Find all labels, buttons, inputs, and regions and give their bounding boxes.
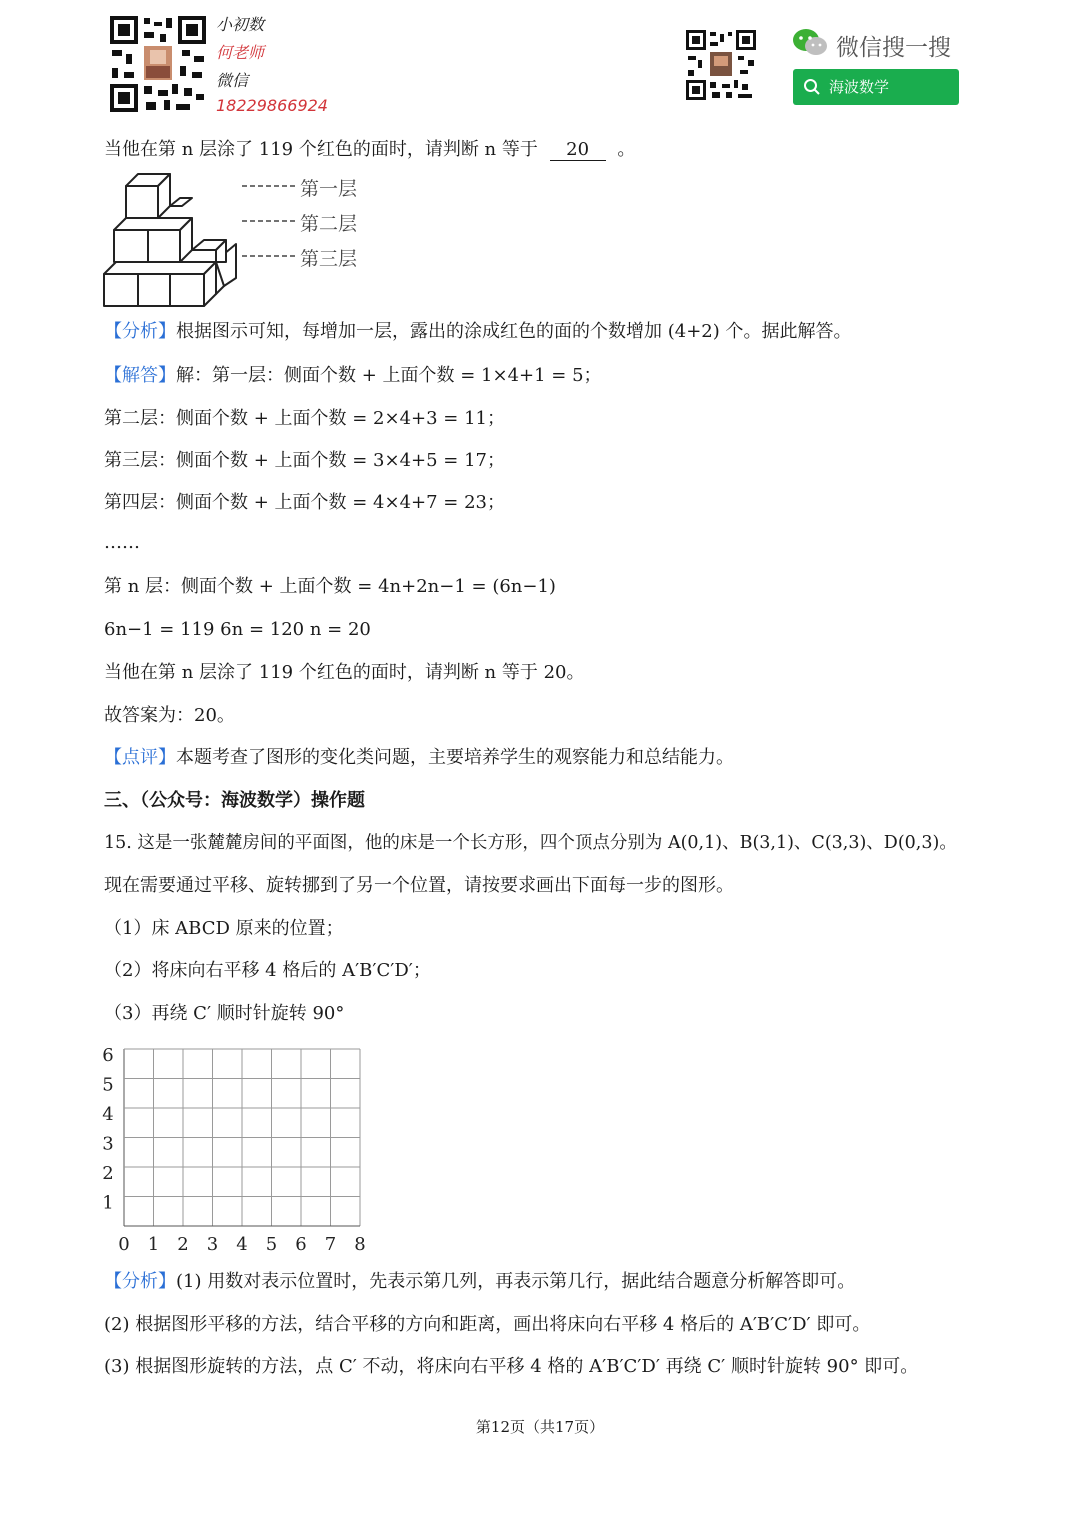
y-tick-label: 2 (102, 1163, 114, 1184)
solution-line-9: 故答案为：20。 (104, 705, 235, 726)
solution-line-7: 6n−1 = 119 6n = 120 n = 20 (104, 619, 371, 640)
review-tag: 【点评】 (104, 747, 176, 768)
analysis-1-line (104, 320, 851, 344)
header-phone: 18229866924 (216, 96, 328, 115)
x-tick-label: 8 (354, 1234, 366, 1255)
x-tick-label: 5 (265, 1234, 278, 1255)
review-line (104, 746, 734, 770)
right-qr-code-icon (686, 30, 756, 100)
q14-prompt: 当他在第 n 层涂了 119 个红色的面时，请判断 n 等于 (104, 139, 538, 160)
search-button-label: 海波数学 (829, 78, 890, 96)
analysis-2-line-2: (2) 根据图形平移的方法，结合平移的方向和距离，画出将床向右平移 4 格后的 A′B′C′D′ 即可。 (104, 1314, 871, 1335)
x-tick-label: 4 (236, 1234, 248, 1255)
solution-line-8: 当他在第 n 层涂了 119 个红色的面时，请判断 n 等于 20。 (104, 662, 585, 683)
analysis-1-text: 根据图示可知，每增加一层，露出的涂成红色的面的个数增加 (4+2) 个。据此解答。 (176, 321, 852, 342)
q15-line-5: （3）再绕 C′ 顺时针旋转 90° (104, 1003, 345, 1024)
header-text-1: 小初数 (216, 15, 265, 34)
coordinate-grid (96, 1038, 376, 1260)
layer-label-1: 第一层 (300, 178, 358, 200)
q14-prompt-line (104, 138, 635, 162)
solution-text-1: 解：第一层：侧面个数 + 上面个数 = 1×4+1 = 5； (176, 365, 602, 386)
q14-end: 。 (617, 139, 636, 160)
solution-line-3: 第三层：侧面个数 + 上面个数 = 3×4+5 = 17； (104, 450, 505, 471)
y-tick-label: 5 (102, 1074, 114, 1096)
q15-line-3: （1）床 ABCD 原来的位置； (104, 918, 344, 939)
solution-line-4: 第四层：侧面个数 + 上面个数 = 4×4+7 = 23； (104, 492, 505, 513)
analysis-2-line-3: (3) 根据图形旋转的方法，点 C′ 不动，将床向右平移 4 格的 A′B′C′D′ 再绕 C′ 顺时针旋转 90° 即可。 (104, 1356, 919, 1377)
section-3-title: 三、（公众号：海波数学）操作题 (104, 790, 365, 811)
solution-line-2: 第二层：侧面个数 + 上面个数 = 2×4+3 = 11； (104, 408, 505, 429)
layer-leader-lines (240, 176, 300, 266)
analysis-2-tag: 【分析】 (104, 1271, 176, 1292)
analysis-2-text-1: (1) 用数对表示位置时，先表示第几列，再表示第几行，据此结合题意分析解答即可。 (176, 1271, 856, 1292)
wechat-search-button[interactable] (793, 69, 959, 105)
left-qr-code-icon (110, 16, 206, 112)
y-tick-label: 1 (102, 1192, 114, 1214)
y-tick-label: 6 (102, 1045, 114, 1066)
header-text-3: 微信 (216, 71, 249, 90)
solution-tag: 【解答】 (104, 365, 176, 386)
page-footer: 第12页（共17页） (475, 1418, 605, 1436)
cube-stack-figure (100, 170, 250, 310)
review-text: 本题考查了图形的变化类问题，主要培养学生的观察能力和总结能力。 (176, 747, 734, 768)
x-tick-label: 6 (295, 1234, 307, 1255)
wechat-icon (792, 28, 828, 58)
wechat-search-title: 微信搜一搜 (836, 35, 951, 61)
header-text-2: 何老师 (216, 43, 265, 62)
x-tick-label: 7 (324, 1234, 337, 1255)
solution-line-5: …… (104, 532, 140, 553)
solution-line-1 (104, 364, 602, 388)
search-icon (803, 78, 821, 96)
y-tick-label: 3 (102, 1133, 114, 1155)
q15-line-4: （2）将床向右平移 4 格后的 A′B′C′D′； (104, 960, 431, 981)
analysis-2-line-1 (104, 1270, 855, 1294)
analysis-1-tag: 【分析】 (104, 321, 176, 342)
x-tick-label: 2 (177, 1234, 189, 1255)
q15-line-1: 15. 这是一张麓麓房间的平面图，他的床是一个长方形，四个顶点分别为 A(0,1)、B(3,1)、C(3,3)、D(0,3)。 (104, 833, 957, 853)
x-tick-label: 3 (206, 1234, 219, 1255)
x-tick-label: 1 (147, 1234, 160, 1255)
solution-line-6: 第 n 层：侧面个数 + 上面个数 = 4n+2n−1 = (6n−1) (104, 576, 556, 597)
q15-line-2: 现在需要通过平移、旋转挪到了另一个位置，请按要求画出下面每一步的图形。 (104, 875, 734, 896)
y-tick-label: 4 (102, 1104, 114, 1125)
x-tick-label: 0 (118, 1234, 130, 1255)
layer-label-2: 第二层 (300, 213, 358, 235)
layer-label-3: 第三层 (300, 248, 358, 270)
q14-answer-blank: 20 (550, 140, 606, 161)
